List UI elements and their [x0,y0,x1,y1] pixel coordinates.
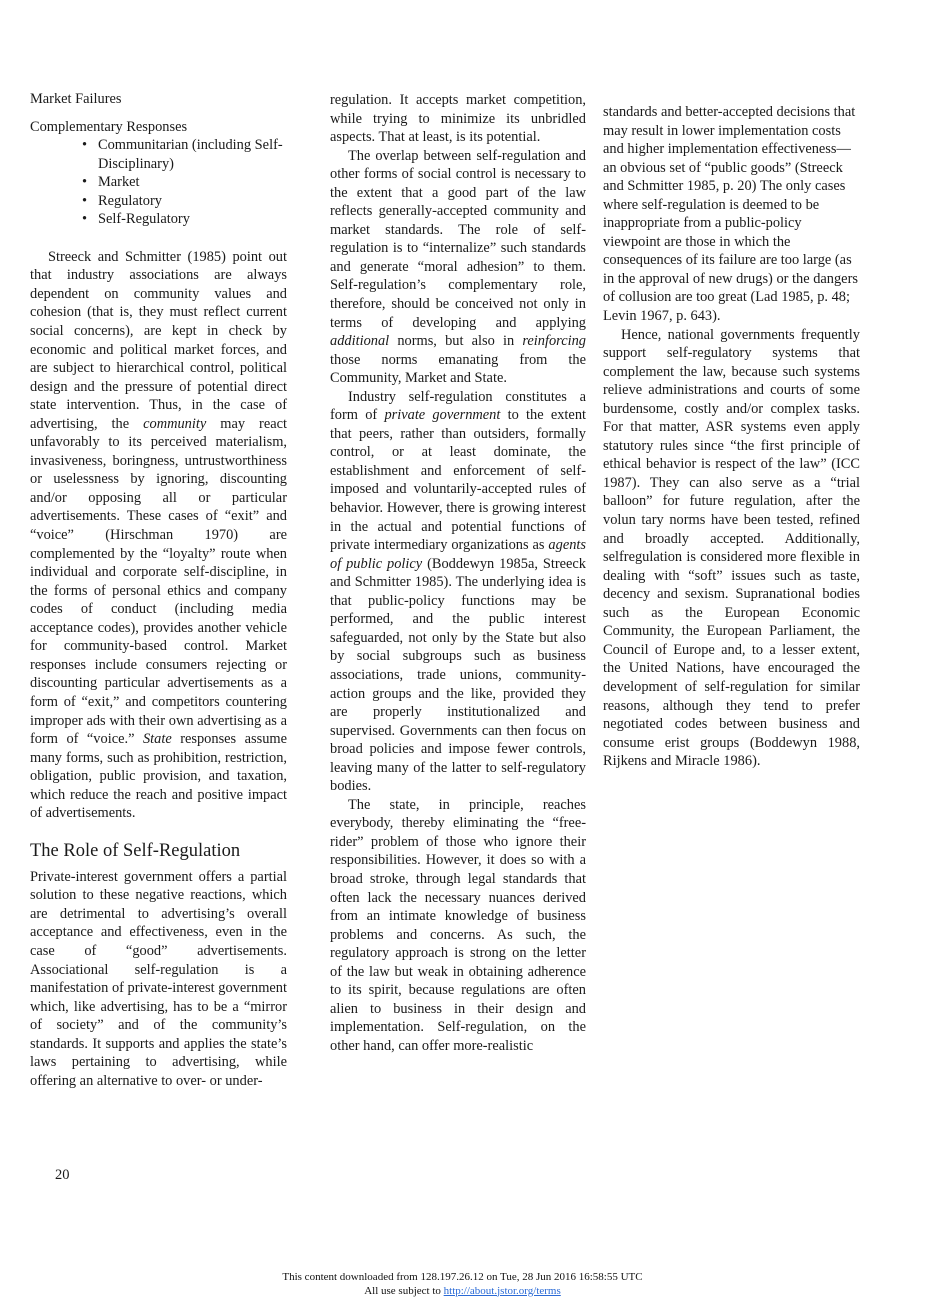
list-item-text: Regulatory [98,192,162,209]
italic-text: additional [330,333,390,350]
text: Streeck and Schmitter (1985) point out that industry associations are always dependent on community values and cohesion (that is, they must reflect current social concerns), are kept in check by economic and political market forces, and are subject to hierarchical control, political design and the pressure of potential direct state intervention. Thus, in the case of advertising, the [30,248,287,432]
section-heading: The Role of Self-Regulation [30,840,241,861]
text: Industry self-regulation constitutes a form of [330,388,586,424]
text: (Boddewyn 1985a, Streeck and Schmitter 1985). The underlying idea is that public-policy functions may be performed, and the public interest safeguarded, not only by the State but also by social subgroups such as business associations, trade unions, community-action groups and the like, provided they are properly institutionalized and supervised. Governments can then focus on broad policies and impose fewer controls, leaving many of the latter to self-regulatory bodies. [330,555,586,795]
text: responses assume many forms, such as prohibition, restriction, obligation, public provision, and taxation, which reduce the reach and positive impact of advertisements. [30,731,287,822]
italic-text: reinforcing [522,333,586,350]
paragraph: Private-interest government offers a partial solution to these negative reactions, which are detrimental to advertising’s overall acceptance and effectiveness, even in the case of “good” advertisements. Associational self-regulation is a manifestation of private-interest government which, like advertising, has to be a “mirror of society” and of the community’s standards. It supports and applies the state’s laws pertaining to advertising, while offering an alternative to over- or under- [30,868,287,1089]
figure-label-market-failures: Market Failures [30,91,122,107]
italic-text: community [143,415,207,432]
bullet-icon: • [82,192,88,209]
list-item [82,210,287,229]
footer-terms-text: All use subject to [364,1284,444,1297]
bullet-icon: • [82,137,88,154]
paragraph: regulation. It accepts market competition, while trying to minimize its unbridled aspects. That at least, is its potential. [330,92,586,146]
text: to the extent that peers, rather than outsiders, formally control, or at least dominate, the establishment and enforcement of self-imposed and voluntarily-accepted rules of behavior. However, there is growing interest in the actual and potential functions of private intermediary organizations as [330,407,587,554]
responses-list [30,136,287,229]
paragraph: Hence, national governments frequently support self-regulatory systems that complement the law, because such systems relieve administrations and courts of some burdensome, costly and/or complex tasks. For that matter, ASR systems even apply statutory rules since “the first principle of ethical behavior is respect of the law” (ICC 1987). They can also serve as a “trial balloon” for future regulation, after the volun tary norms have been tested, refined and broadly accepted. Additionally, selfregulation is considered more flexible in dealing with “soft” issues such as taste, decency and sexism. Supranational bodies such as the European Economic Community, the European Parliament, the Council of Europe and, to a lesser extent, the United Nations, have encouraged the development of self-regulation for similar reasons, although they tend to prefer negotiated codes between business and consume erist groups (Boddewyn 1988, Rijkens and Miracle 1986). [603,326,860,770]
download-footer [0,1271,925,1298]
footer-download-info: This content downloaded from 128.197.26.12 on Tue, 28 Jun 2016 16:58:55 UTC [282,1271,643,1283]
footer-terms [0,1285,925,1299]
list-item-text: Market [98,174,140,191]
figure-label-complementary-responses: Complementary Responses [30,118,188,135]
paragraph [30,248,287,823]
page-number: 20 [55,1167,70,1183]
text: The overlap between self-regulation and other forms of social control is necessary to the extent that a good part of the law reflects generally-accepted community and market standards. The role of self-regulation is to “internalize” such standards and generate “moral adhesion” to them. Self-regulation’s complementary role, therefore, should be conceived not only in terms of developing and applying [330,147,586,331]
bullet-icon: • [82,174,88,191]
paragraph: standards and better-accepted decisions that may result in lower implementation costs and higher implementation effectiveness—an obvious set of “public goods” (Streeck and Schmitter 1985, p. 20) The only cases where self-regulation is deemed to be inappropriate from a public-policy viewpoint are those in which the consequences of its failure are too large (as in the approval of new drugs) or the dangers of collusion are too great (Lad 1985, p. 48; Levin 1967, p. 643). [603,104,858,325]
italic-text: private government [384,407,501,424]
list-item-text: Self-Regulatory [98,211,190,228]
text: may react unfavorably to its perceived materialism, invasiveness, boringness, untrustworthiness or uselessness by ignoring, discounting and/or opposing all or particular advertisements. These cases of “exit” and “voice” (Hirschman 1970) are complemented by the “loyalty” route when individual and corporate self-discipline, in the forms of personal ethics and company codes of conduct (including media acceptance codes), provides another vehicle for community-based control. Market responses include consumers rejecting or discounting particular advertisements as a form of “exit,” and competitors countering improper ads with their own advertising as a form of “voice.” [30,415,287,748]
list-item [82,173,287,192]
bullet-icon: • [82,211,88,228]
terms-link[interactable]: http://about.jstor.org/terms [443,1284,561,1297]
list-item [82,136,287,173]
paragraph: The state, in principle, reaches everybody, thereby eliminating the “free-rider” problem of those who ignore their responsibilities. However, it does so with a broad stroke, through legal standards that often lack the necessary nuances derived from an intimate knowledge of business problems and concerns. As such, the regulatory approach is strong on the letter of the law but weak in obtaining adherence to its spirit, because regulations are often alien to business in their design and implementation. Self-regulation, on the other hand, can offer more-realistic [330,796,586,1054]
italic-text: State [142,731,172,748]
paragraph [330,147,586,388]
column-2 [330,91,586,1055]
text: norms, but also in [389,333,523,350]
list-item-text: Communitarian (including Self-Disciplinary) [98,137,283,172]
text: those norms emanating from the Community, Market and State. [330,351,586,387]
column-1 [30,90,287,1090]
paragraph [330,388,586,796]
list-item [82,192,287,211]
column-3 [603,103,860,771]
italic-text: agents of public policy [330,537,586,572]
